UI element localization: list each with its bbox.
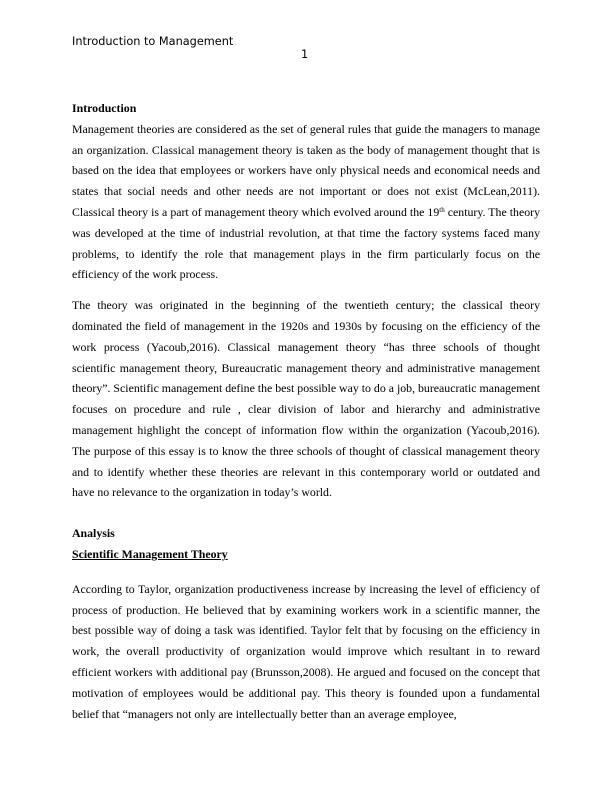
intro-paragraph-1 xyxy=(72,119,540,285)
intro-paragraph-1-text-b: century. The theory was developed at the time of industrial revolution, at that time the factory systems faced many problems, to identify the role that management plays in the firm particularly focus on the efficiency of the work process. xyxy=(72,204,541,282)
running-header: Introduction to Management xyxy=(72,35,234,48)
subsection-heading-scientific-management: Scientific Management Theory xyxy=(72,546,228,561)
document-body xyxy=(72,98,540,724)
intro-paragraph-2: The theory was originated in the beginning of the twentieth century; the classical theory dominated the field of management in the 1920s and 1930s by focusing on the efficiency of the work process (Yacoub,2016). Classical management theory “has three schools of thought scientific management theory, Bureaucratic management theory and administrative management theory”. Scientific management define the best possible way to do a job, bureaucratic management focuses on procedure and rule , clear division of labor and hierarchy and administrative management highlight the concept of information flow within the organization (Yacoub,2016). The purpose of this essay is to know the three schools of thought of classical management theory and to identify whether these theories are relevant in this contemporary world or outdated and have no relevance to the organization in today’s world. xyxy=(72,298,540,500)
section-heading-analysis: Analysis xyxy=(72,526,115,541)
page-number: 1 xyxy=(301,48,309,61)
section-heading-introduction: Introduction xyxy=(72,101,137,115)
superscript-th: th xyxy=(439,205,445,214)
scientific-management-paragraph-1: According to Taylor, organization productiveness increase by increasing the level of efficiency of process of production. He believed that by examining workers work in a scientific manner, the best possible way of doing a task was identified. Taylor felt that by focusing on the efficiency in work, the overall productivity of organization would improve which resultant in to reward efficient workers with additional pay (Brunsson,2008). He argued and focused on the concept that motivation of employees would be additional pay. This theory is founded upon a fundamental belief that “managers not only are intellectually better than an average employee, xyxy=(72,581,540,721)
intro-paragraph-1-text-a: Management theories are considered as the set of general rules that guide the managers to manage an organization. Classical management theory is taken as the body of management thought that is based on the idea that employees or workers have only physical needs and economical needs and states that social needs and other needs are not important or does not exist (McLean,2011). Classical theory is a part of management theory which evolved around the 19 xyxy=(72,121,540,219)
